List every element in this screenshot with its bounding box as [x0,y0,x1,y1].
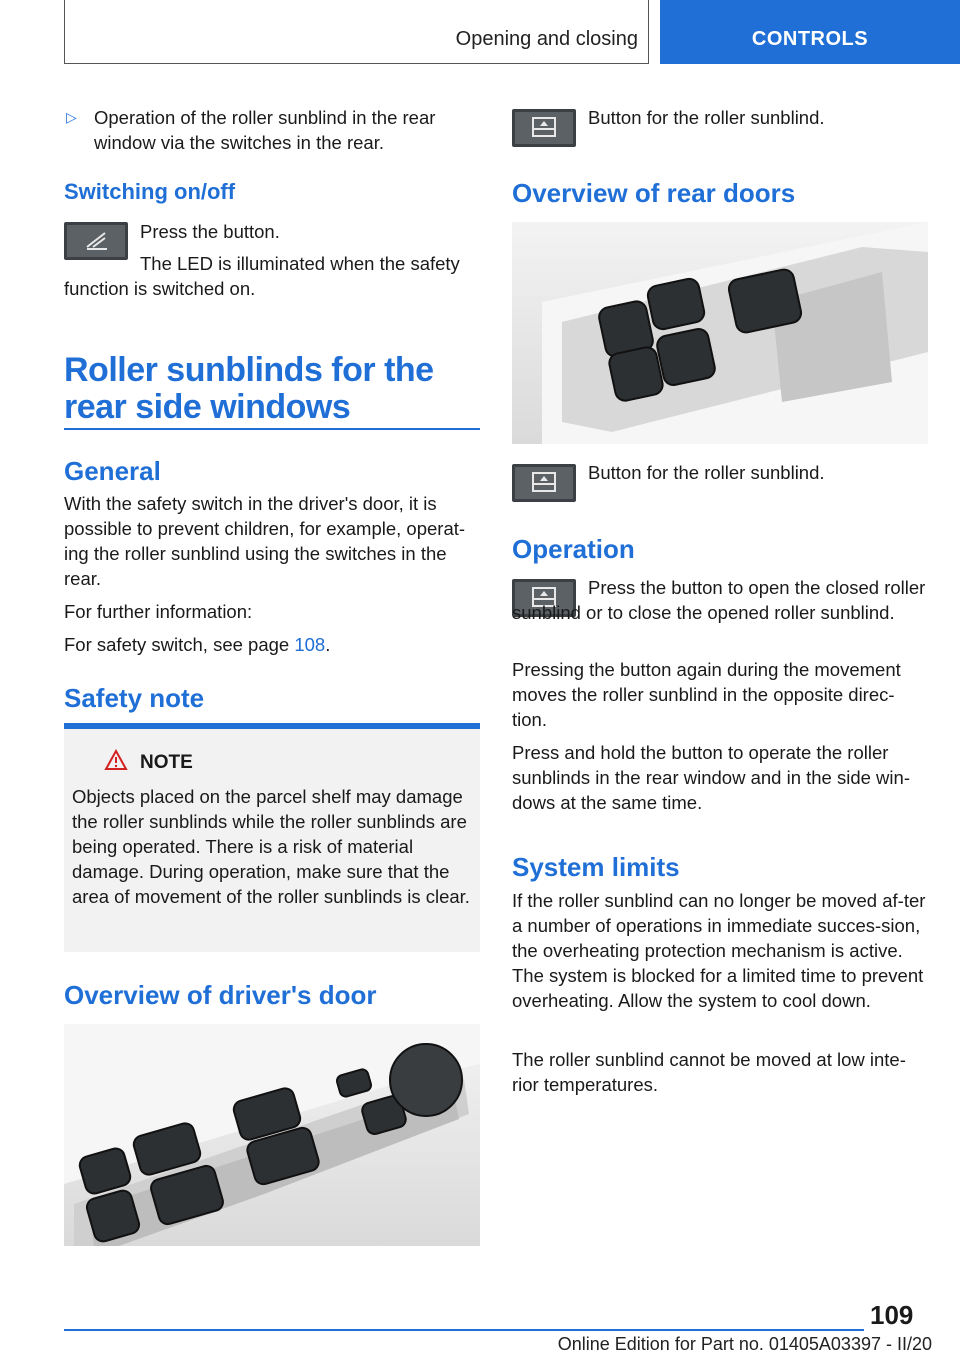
page-title: Roller sunblinds for the rear side windows [64,351,434,426]
note-box [64,729,480,952]
roller-sunblind-button-icon [512,464,576,502]
button-caption-1: Button for the roller sunblind. [588,107,825,128]
header-chapter-tab[interactable] [660,0,960,64]
switching-heading: Switching on/off [64,179,236,204]
safety-switch-prefix: For safety switch, see page [64,634,295,655]
general-text: With the safety switch in the driver's door, it is possible to prevent children, for example, operat-ing the roller sunblind using the switches in the rear. [64,493,466,589]
operation-text-2: Pressing the button again during the movement moves the roller sunblind in the opposite direc-tion. [512,659,901,730]
further-info: For further information: [64,601,253,622]
note-text: Objects placed on the parcel shelf may damage the roller sunblinds while the roller sunblinds are being operated. There is a risk of material damage. During operation, make sure that the area of movement of the roller sunblinds is clear. [72,786,470,907]
bullet-item [64,105,480,155]
safety-note-heading: Safety note [64,683,205,713]
driver-door-heading: Overview of driver's door [64,980,377,1010]
rear-doors-heading: Overview of rear doors [512,178,796,208]
footer-edition [0,1334,960,1355]
roller-sunblind-button-icon [512,109,576,147]
triangle-bullet-icon: ▷ [66,109,77,125]
bullet-text: Operation of the roller sunblind in the rear window via the switches in the rear. [94,107,436,153]
safety-switch-reference [64,632,480,657]
footer-edition-text: Online Edition for Part no. 01405A03397 - II/20 [557,1334,932,1354]
safety-switch-suffix: . [325,634,331,655]
driver-door-photo [64,1024,480,1246]
rear-doors-photo [512,222,928,444]
warning-triangle-icon [104,749,128,771]
page-link-108[interactable]: 108 [294,634,326,655]
system-limits-text-2: The roller sunblind cannot be moved at low inte-rior temperatures. [512,1049,906,1095]
switching-led-text: The LED is illuminated when the safety function is switched on. [64,253,460,299]
button-caption-2: Button for the roller sunblind. [588,462,825,483]
header-section-box [64,0,649,64]
operation-heading: Operation [512,534,635,564]
title-rule [64,428,480,430]
operation-text-1: Press the button to open the closed roller sunblind or to close the opened roller sunblind. [512,577,926,623]
header-section-title: Opening and closing [455,28,638,50]
switching-press: Press the button. [140,221,280,242]
page-number: 109 [870,1300,914,1330]
general-heading: General [64,456,161,486]
system-limits-heading: System limits [512,852,680,882]
header-chapter-label: CONTROLS [751,28,869,50]
system-limits-text-1: If the roller sunblind can no longer be moved af-ter a number of operations in immediate succes-sion, the overheating protection mechanism is active. The system is blocked for a limited time to prevent overheating. Allow the system to cool down. [512,890,926,1011]
footer-rule [64,1329,864,1331]
operation-text-3: Press and hold the button to operate the roller sunblinds in the rear window and in the side win-dows at the same time. [512,742,910,813]
note-title: NOTE [140,752,193,773]
